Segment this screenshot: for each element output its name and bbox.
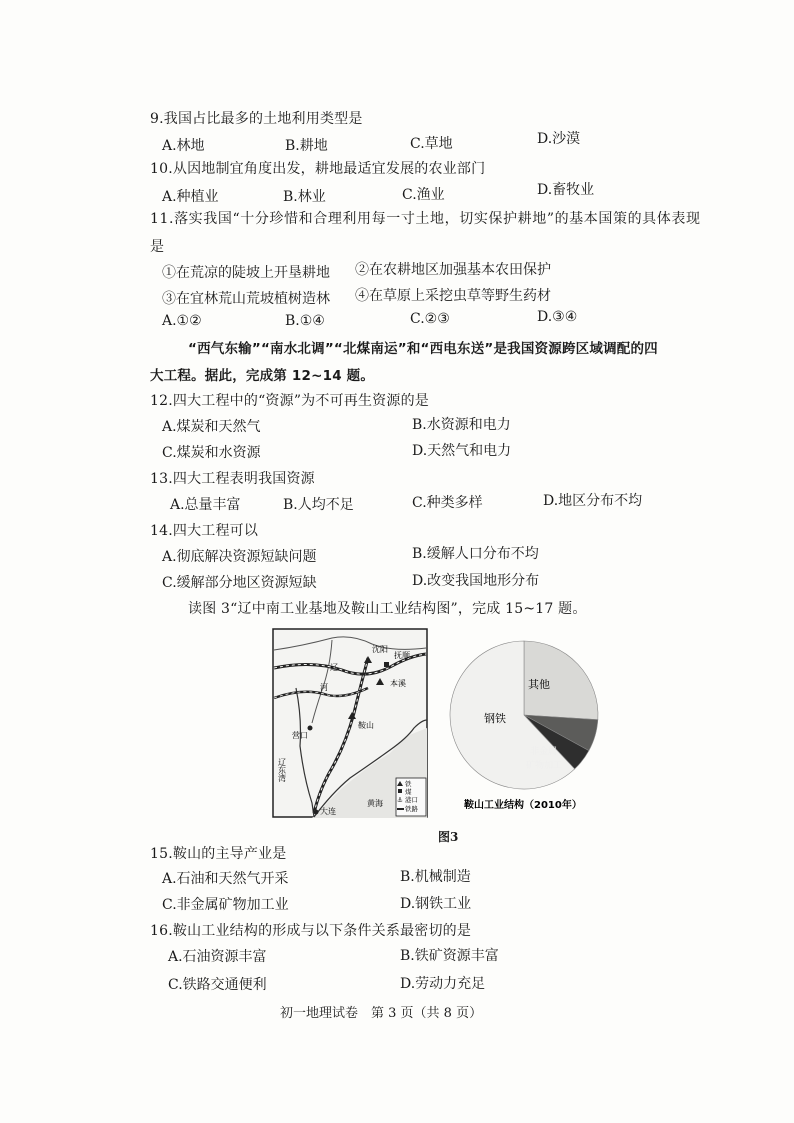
map-label-liaodong: 辽东湾 (277, 758, 287, 782)
q11-item-1: ①在荒凉的陡坡上开垦耕地 (162, 265, 330, 281)
map-label-dalian: 大连 (320, 807, 336, 816)
q9-option-a: A.林地 (162, 138, 205, 154)
q11-option-d: D.③④ (537, 309, 578, 325)
q13-stem: 13.四大工程表明我国资源 (150, 471, 315, 487)
q15-option-c: C.非金属矿物加工业 (162, 897, 289, 913)
pie-label-other: 其他 (528, 678, 550, 691)
q15-stem: 15.鞍山的主导产业是 (150, 846, 287, 862)
svg-text:⚓: ⚓ (397, 796, 403, 804)
q12-option-b: B.水资源和电力 (412, 417, 511, 433)
pie-title: 鞍山工业结构（2010年） (464, 800, 582, 811)
q16-option-d: D.劳动力充足 (400, 976, 486, 992)
map-label-anshan: 鞍山 (358, 721, 374, 730)
q9-option-c: C.草地 (410, 136, 453, 152)
q16-stem: 16.鞍山工业结构的形成与以下条件关系最密切的是 (150, 923, 472, 939)
q13-option-b: B.人均不足 (283, 497, 354, 513)
q15-option-b: B.机械制造 (400, 869, 471, 885)
pie-label-nonmetal-2: 矿物加工 (526, 761, 563, 771)
pie-label-nonmetal-1: 非金属 (530, 747, 558, 757)
q9-stem: 9.我国占比最多的土地利用类型是 (150, 111, 363, 127)
map-label-yingkou: 营口 (292, 731, 308, 740)
page-footer: 初一地理试卷 第 3 页（共 8 页） (280, 1006, 483, 1021)
map-label-liao: 辽 (330, 663, 338, 672)
q12-option-d: D.天然气和电力 (412, 443, 512, 459)
q10-option-d: D.畜牧业 (537, 182, 595, 198)
q16-option-b: B.铁矿资源丰富 (400, 948, 499, 964)
map-label-fushun: 抚顺 (394, 651, 410, 660)
q9-option-d: D.沙漠 (537, 131, 581, 147)
q10-option-c: C.渔业 (402, 187, 445, 203)
q12-option-c: C.煤炭和水资源 (162, 445, 261, 461)
q13-option-c: C.种类多样 (412, 495, 483, 511)
map-label-he: 河 (320, 683, 328, 692)
intro-12-14-line1: “西气东输”“南水北调”“北煤南运”和“西电东送”是我国资源跨区域调配的四 (188, 341, 658, 357)
q10-option-b: B.林业 (283, 189, 326, 205)
q11-stem-line1: 11.落实我国“十分珍惜和合理利用每一寸土地，切实保护耕地”的基本国策的具体表现 (150, 211, 701, 227)
legend-iron: 铁 (405, 780, 412, 788)
q10-stem: 10.从因地制宜角度出发，耕地最适宜发展的农业部门 (150, 161, 486, 177)
q14-option-a: A.彻底解决资源短缺问题 (162, 549, 317, 565)
q11-item-3: ③在宜林荒山荒坡植树造林 (162, 291, 330, 307)
pie-label-steel: 钢铁 (484, 712, 506, 725)
q14-option-c: C.缓解部分地区资源短缺 (162, 575, 317, 591)
q11-option-c: C.②③ (410, 311, 450, 327)
legend-rail: 铁路 (405, 805, 418, 813)
map-label-huanghai: 黄海 (367, 799, 383, 808)
map-label-shenyang: 沈阳 (372, 645, 388, 654)
q12-option-a: A.煤炭和天然气 (162, 419, 261, 435)
pie-svg (446, 630, 606, 830)
q11-item-4: ④在草原上采挖虫草等野生药材 (355, 288, 551, 304)
q11-stem-line2: 是 (150, 239, 165, 255)
q15-option-a: A.石油和天然气开采 (162, 871, 289, 887)
q11-item-2: ②在农耕地区加强基本农田保护 (355, 262, 551, 278)
map-label-benxi: 本溪 (390, 679, 406, 688)
q14-option-d: D.改变我国地形分布 (412, 573, 540, 589)
q11-option-b: B.①④ (285, 313, 325, 329)
q16-option-c: C.铁路交通便利 (168, 977, 267, 993)
intro-15-17: 读图 3“辽中南工业基地及鞍山工业结构图”，完成 15~17 题。 (188, 601, 587, 617)
q14-option-b: B.缓解人口分布不均 (412, 546, 539, 562)
q15-option-d: D.钢铁工业 (400, 896, 472, 912)
q16-option-a: A.石油资源丰富 (168, 949, 267, 965)
legend-port: 港口 (405, 796, 418, 804)
map-svg (272, 628, 428, 818)
intro-12-14-line2: 大工程。据此，完成第 12~14 题。 (150, 368, 375, 384)
q10-option-a: A.种植业 (162, 189, 219, 205)
q13-option-a: A.总量丰富 (170, 497, 241, 513)
q13-option-d: D.地区分布不均 (543, 493, 643, 509)
legend-coal: 煤 (405, 788, 412, 796)
anshan-industry-pie (446, 630, 606, 830)
q14-stem: 14.四大工程可以 (150, 523, 259, 539)
q12-stem: 12.四大工程中的“资源”为不可再生资源的是 (150, 393, 429, 409)
q9-option-b: B.耕地 (285, 138, 328, 154)
figure-label: 图3 (438, 830, 459, 844)
q11-option-a: A.①② (162, 313, 202, 329)
liaozhongnan-map (272, 628, 428, 818)
